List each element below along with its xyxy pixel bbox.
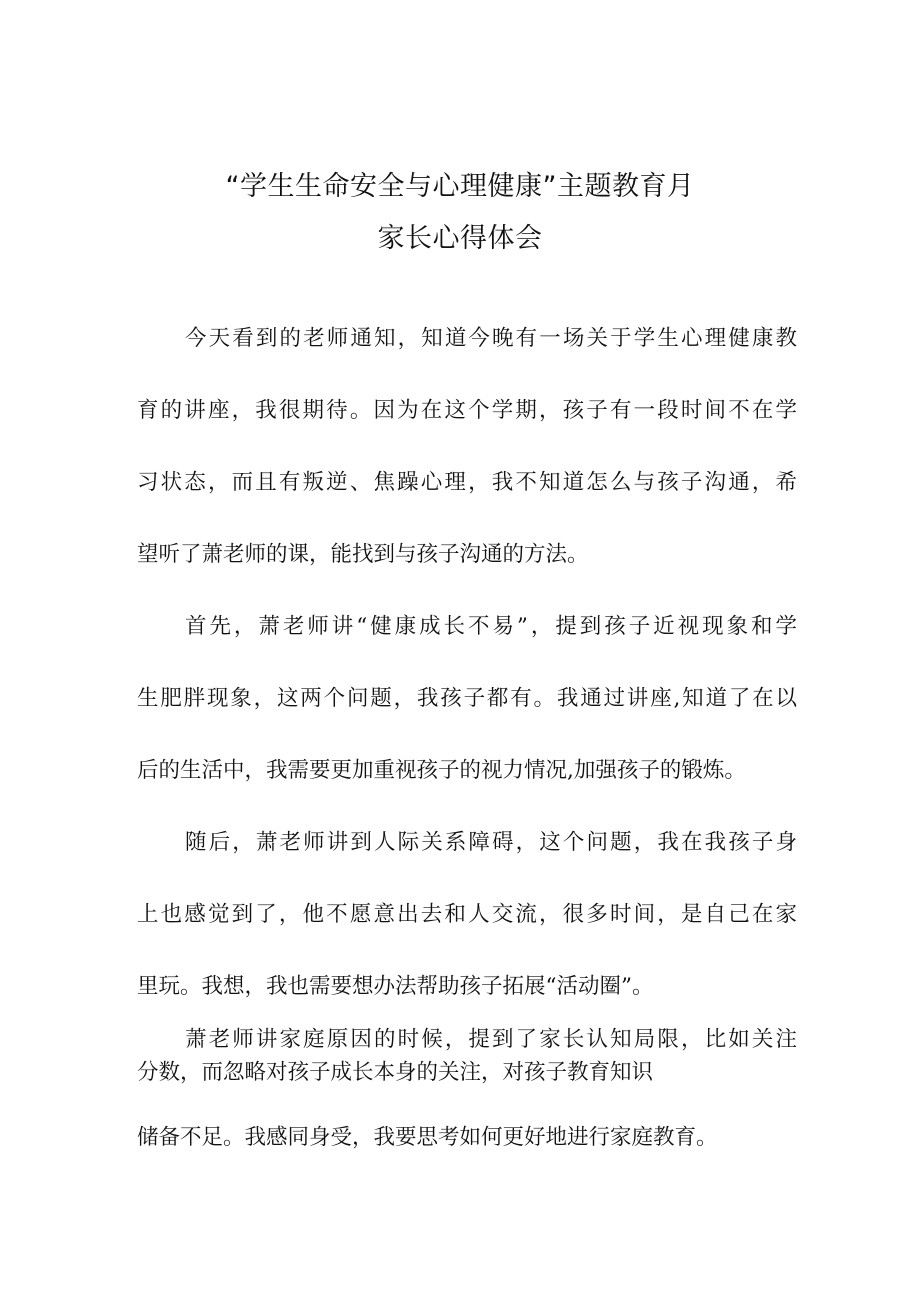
paragraph-1-line-3: 习状态，而且有叛逆、焦躁心理，我不知道怎么与孩子沟通，希	[137, 470, 797, 495]
paragraph-4-line-2: 分数，而忽略对孩子成长本身的关注，对孩子教育知识	[137, 1060, 654, 1085]
paragraph-3-line-1: 随后，萧老师讲到人际关系障碍，这个问题，我在我孩子身	[185, 830, 797, 855]
paragraph-2-line-1: 首先，萧老师讲“健康成长不易”，提到孩子近视现象和学	[185, 614, 797, 639]
document-title-line-1: “学生生命安全与心理健康”主题教育月	[225, 171, 695, 202]
paragraph-1-line-4: 望听了萧老师的课，能找到与孩子沟通的方法。	[137, 542, 589, 567]
paragraph-4-line-1: 萧老师讲家庭原因的时候，提到了家长认知局限，比如关注	[185, 1027, 797, 1052]
paragraph-1-line-2: 育的讲座，我很期待。因为在这个学期，孩子有一段时间不在学	[137, 398, 797, 423]
paragraph-4-line-3: 储备不足。我感同身受，我要思考如何更好地进行家庭教育。	[137, 1125, 718, 1150]
paragraph-2-line-2: 生肥胖现象，这两个问题，我孩子都有。我通过讲座,知道了在以	[137, 686, 797, 711]
paragraph-3-line-3: 里玩。我想，我也需要想办法帮助孩子拓展“活动圈”。	[137, 974, 654, 999]
paragraph-3-line-2: 上也感觉到了，他不愿意出去和人交流，很多时间，是自己在家	[137, 902, 797, 927]
paragraph-1-line-1: 今天看到的老师通知，知道今晚有一场关于学生心理健康教	[185, 326, 797, 351]
paragraph-2-line-3: 后的生活中，我需要更加重视孩子的视力情况,加强孩子的锻炼。	[137, 758, 746, 783]
document-title-line-2: 家长心得体会	[377, 223, 543, 254]
